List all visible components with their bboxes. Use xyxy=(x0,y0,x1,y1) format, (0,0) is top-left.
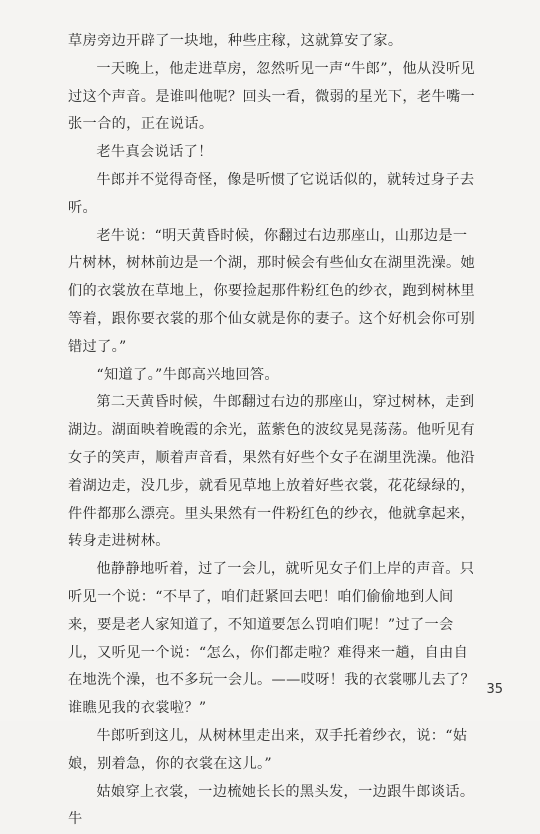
paragraph: 老牛真会说话了！ xyxy=(96,144,213,161)
paragraph: 姑娘穿上衣裳，一边梳她长长的黑头发，一边跟牛郎谈话。牛 xyxy=(68,783,475,828)
body-text xyxy=(68,28,480,834)
paragraph: 一天晚上，他走进草房，忽然听见一声“牛郎”，他从没听见过这个声音。是谁叫他呢？回头一看，微弱的星光下，老牛嘴一张一合的，正在说话。 xyxy=(68,60,476,133)
paragraph: 牛郎并不觉得奇怪，像是听惯了它说话似的，就转过身子去听。 xyxy=(68,171,475,216)
paragraph: 第二天黄昏时候，牛郎翻过右边的那座山，穿过树林，走到湖边。湖面映着晚霞的余光，蓝紫色的波纹晃晃荡荡。他听见有女子的笑声，顺着声音看，果然有好些个女子在湖里洗澡。他沿着湖边走，没几步，就看见草地上放着好些衣裳，花花绿绿的，件件都那么漂亮。里头果然有一件粉红色的纱衣，他就拿起来，转身走进树林。 xyxy=(68,394,476,550)
paragraph: 他静静地听着，过了一会儿，就听见女子们上岸的声音。只听见一个说：“不早了，咱们赶紧回去吧！咱们偷偷地到人间来，要是老人家知道了，不知道要怎么罚咱们呢！”过了一会儿，又听见一个说：“怎么，你们都走啦？难得来一趟，自由自在地洗个澡，也不多玩一会儿。——哎呀！我的衣裳哪儿去了？谁瞧见我的衣裳啦？” xyxy=(68,561,476,717)
paragraph: “知道了。”牛郎高兴地回答。 xyxy=(96,366,279,383)
paragraph: 老牛说：“明天黄昏时候，你翻过右边那座山，山那边是一片树林，树林前边是一个湖，那时候会有些仙女在湖里洗澡。她们的衣裳放在草地上，你要捡起那件粉红色的纱衣，跑到树林里等着，跟你要衣裳的那个仙女就是你的妻子。这个好机会你可别错过了。” xyxy=(68,227,476,355)
page-number: 35 xyxy=(486,682,503,697)
paragraph: 牛郎听到这儿，从树林里走出来，双手托着纱衣，说：“姑娘，别着急，你的衣裳在这儿。” xyxy=(68,727,468,772)
paragraph-continued: 草房旁边开辟了一块地，种些庄稼，这就算安了家。 xyxy=(68,33,403,49)
